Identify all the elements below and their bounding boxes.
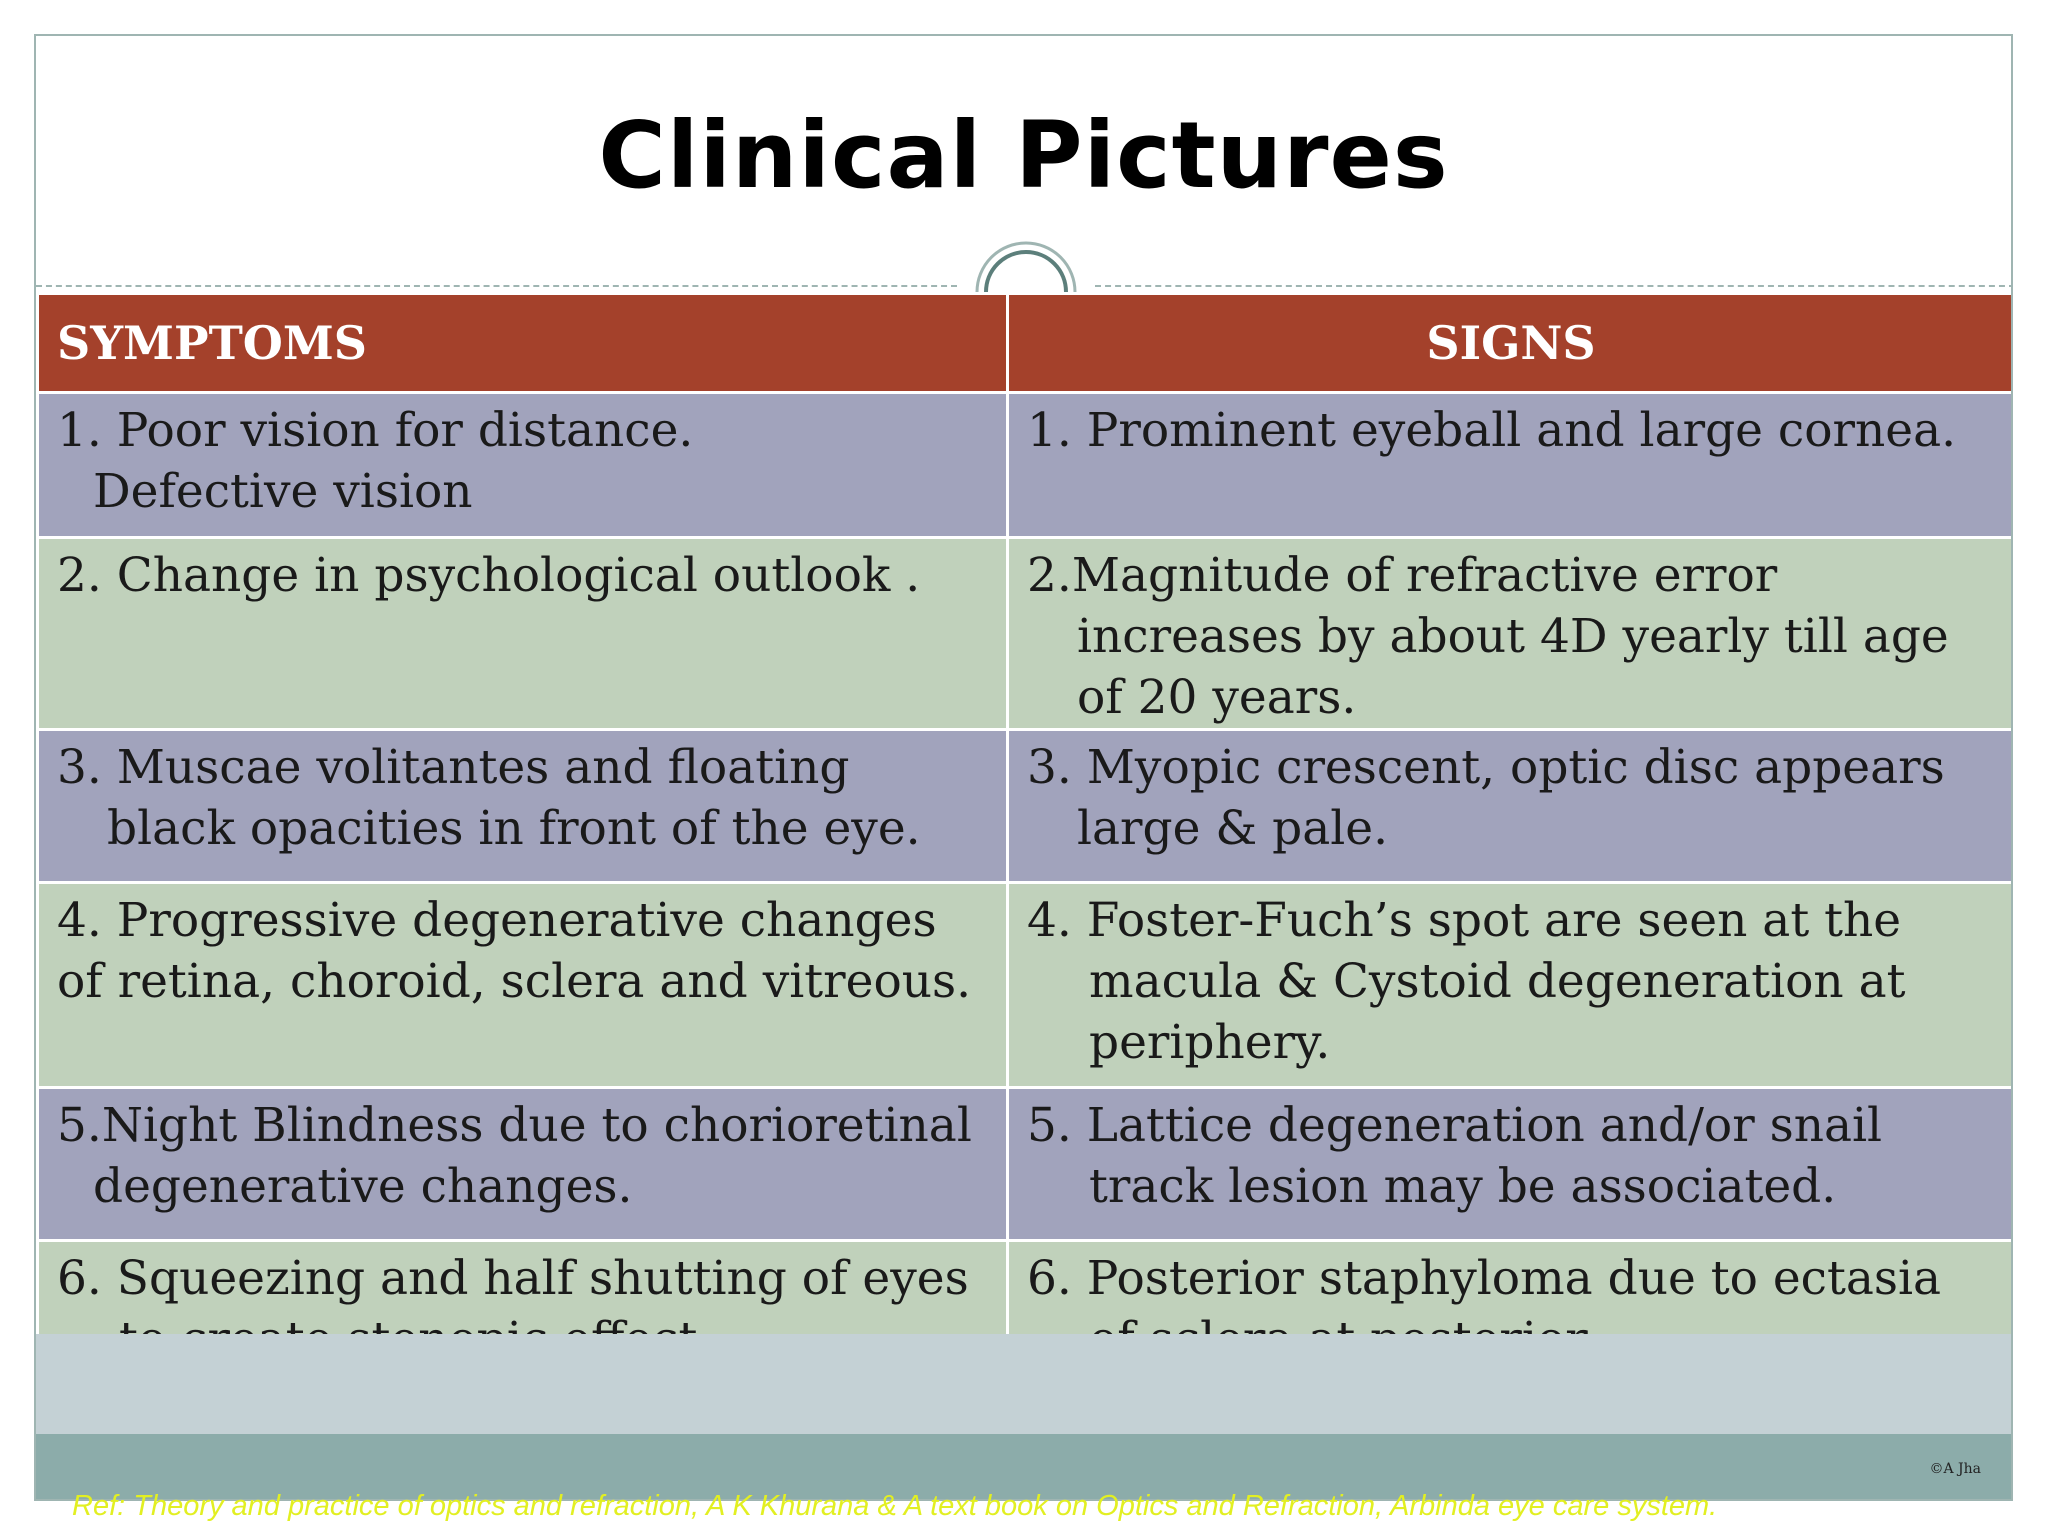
slide-title: Clinical Pictures bbox=[598, 102, 1449, 209]
title-area bbox=[36, 36, 2011, 286]
table-row bbox=[38, 883, 2014, 1088]
sign-cell bbox=[1008, 393, 2014, 538]
sign-text: 6. Posterior staphyloma due to ectasia bbox=[1027, 1251, 1942, 1306]
divider-ornament bbox=[973, 230, 1079, 292]
sign-text: 2.Magnitude of refractive error increases by about 4D yearly till age of 20 years. bbox=[1027, 548, 1949, 725]
table-row bbox=[38, 393, 2014, 538]
sign-cell bbox=[1008, 883, 2014, 1088]
sign-cell bbox=[1008, 1088, 2014, 1241]
sign-cell bbox=[1008, 538, 2014, 730]
title-divider-right bbox=[1095, 285, 2013, 287]
symptom-text: 4. Progressive degenerative changes of retina, choroid, sclera and vitreous. bbox=[57, 893, 972, 1009]
table-row bbox=[38, 538, 2014, 730]
reference-text: Ref: Theory and practice of optics and refraction, A K Khurana & A text book on Optics and Refraction, Arbinda eye care system. bbox=[72, 1490, 1718, 1522]
symptom-text: 3. Muscae volitantes and floating black opacities in front of the eye. bbox=[57, 740, 921, 856]
symptom-cell bbox=[38, 393, 1008, 538]
symptom-cell bbox=[38, 538, 1008, 730]
table-row bbox=[38, 730, 2014, 883]
empty-band bbox=[36, 1334, 2011, 1434]
symptom-cell bbox=[38, 1088, 1008, 1241]
table-header-row bbox=[38, 294, 2014, 393]
symptom-cell bbox=[38, 730, 1008, 883]
signs-header: SIGNS bbox=[1008, 294, 2014, 393]
sign-text: 5. Lattice degeneration and/or snail track lesion may be associated. bbox=[1027, 1098, 1883, 1214]
sign-text: 3. Myopic crescent, optic disc appears large & pale. bbox=[1027, 740, 1945, 856]
table-row bbox=[38, 1088, 2014, 1241]
symptoms-header: SYMPTOMS bbox=[38, 294, 1008, 393]
clinical-table bbox=[36, 292, 2013, 1387]
slide-frame bbox=[34, 34, 2013, 1501]
sign-text: 1. Prominent eyeball and large cornea. bbox=[1027, 403, 1957, 458]
symptom-text: 6. Squeezing and half shutting of eyes bbox=[57, 1251, 969, 1306]
copyright-text: ©A Jha bbox=[1929, 1461, 1981, 1477]
sign-text: 4. Foster-Fuch’s spot are seen at the macula & Cystoid degeneration at periphery. bbox=[1027, 893, 1906, 1070]
symptom-text: 5.Night Blindness due to chorioretinal degenerative changes. bbox=[57, 1098, 972, 1214]
sign-cell bbox=[1008, 730, 2014, 883]
title-divider-left bbox=[36, 285, 957, 287]
symptom-text: 1. Poor vision for distance. Defective vision bbox=[57, 403, 694, 519]
symptom-text: 2. Change in psychological outlook . bbox=[57, 548, 921, 603]
symptom-cell bbox=[38, 883, 1008, 1088]
